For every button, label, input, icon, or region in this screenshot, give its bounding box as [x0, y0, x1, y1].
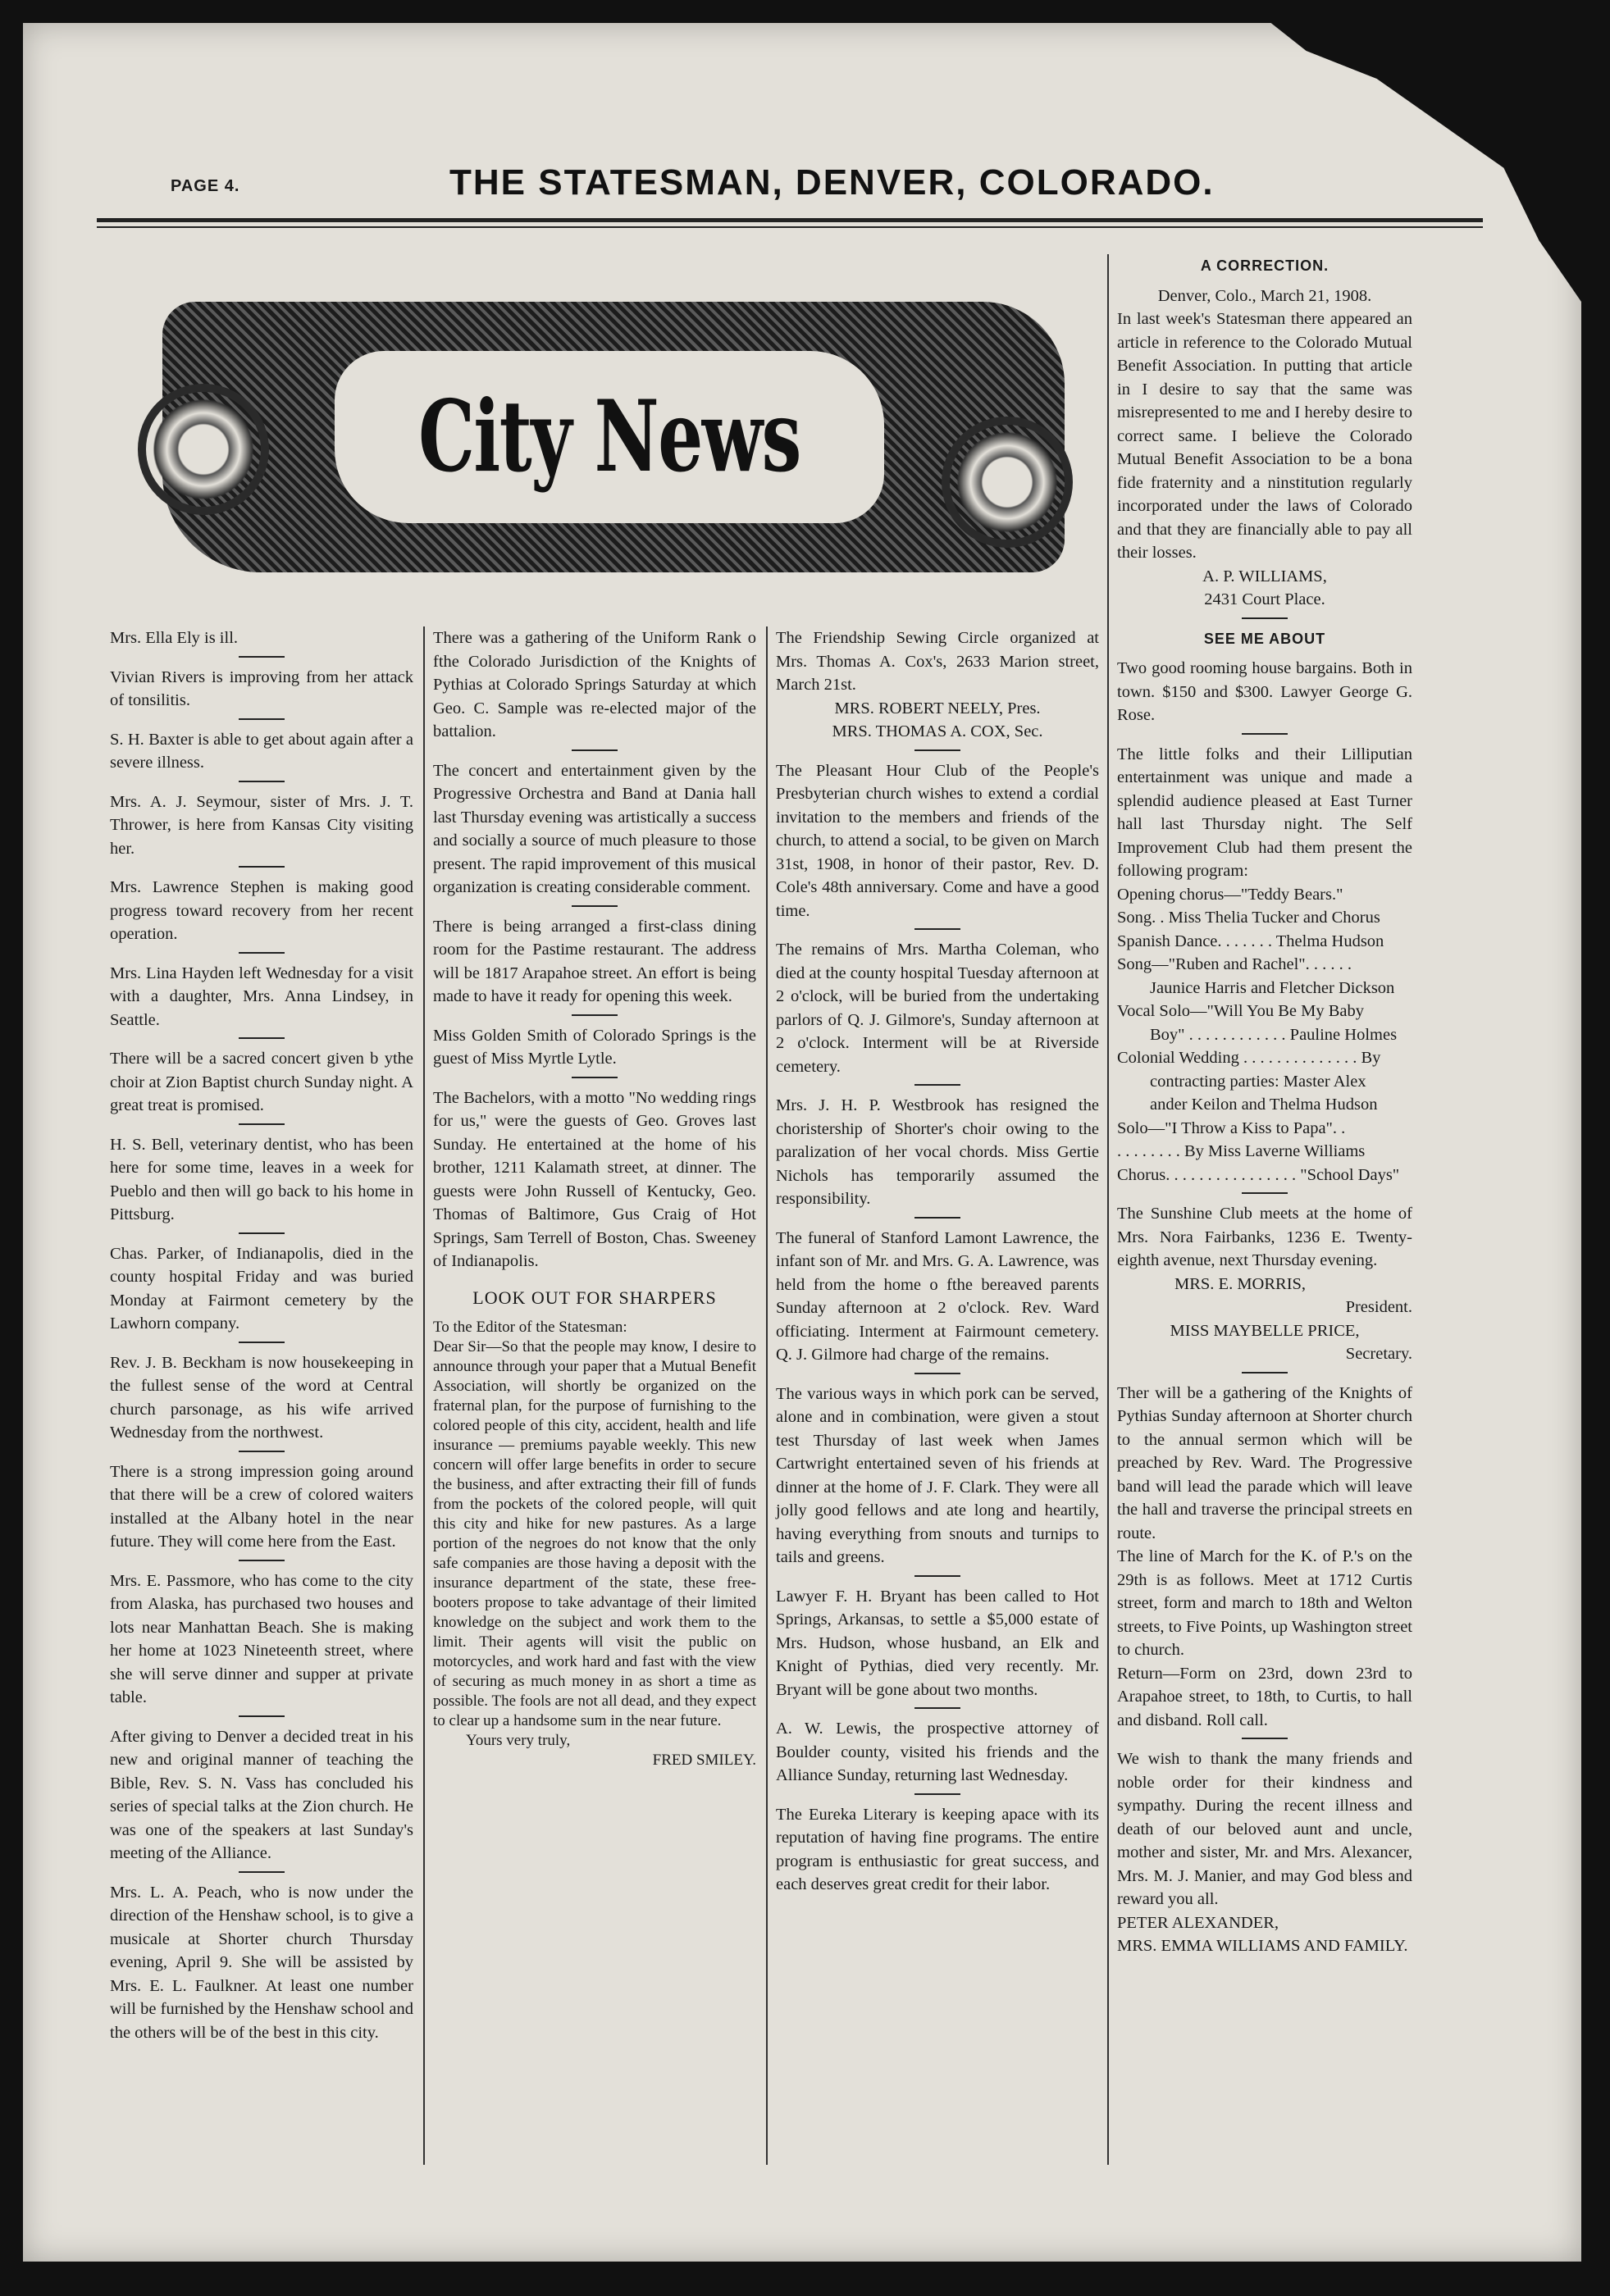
separator	[572, 1014, 618, 1016]
news-item: Return—Form on 23rd, down 23rd to Arapahoe street, to 18th, to Curtis, to hall and disband. Roll call.	[1117, 1664, 1412, 1729]
separator	[239, 1560, 285, 1561]
separator	[239, 781, 285, 782]
program-line: . . . . . . . . By Miss Laverne Williams	[1117, 1142, 1366, 1160]
column-3	[776, 626, 1099, 1897]
separator	[239, 1451, 285, 1452]
letter-body: Dear Sir—So that the people may know, I desire to announce through your paper that a Mutual Benefit Association, will shortly be organized on the fraternal plan, for the purpose of furnishing to the colored people of this city, accident, health and life insurance — premiums payable weekly. This new concern will offer large benefits in order to secure the business, and after extracting their fill of funds from the pockets of the colored people, will quit this city and hike for new pastures. As a large portion of the negroes do not know that the only safe companies are those having a deposit with the insurance department of the state, these free-booters propose to take advantage of their limited knowledge on the subject and work them to the limit. Their agents will visit the public on motorcycles, and work hard and fast with the view of securing as much money in as short a time as possible. The fools are not all dead, and they expect to clear up a handsome sum in the near future.	[433, 1338, 756, 1729]
separator	[1242, 1372, 1288, 1374]
separator	[572, 905, 618, 907]
program-line: Song. . Miss Thelia Tucker and Chorus	[1117, 909, 1380, 927]
correction-body: In last week's Statesman there appeared an article in reference to the Colorado Mutual Benefit Association. In putting that article in I desire to say that the same was misrepresented to me and I hereby desire to correct same. I believe the Colorado Mutual Benefit Association to be a bona fide fraternity and a ninstitution regularly incorporated under the laws of Colorado and that they are financially able to pay all their losses.	[1117, 310, 1412, 562]
news-item: Mrs. Lina Hayden left Wednesday for a visit with a daughter, Mrs. Anna Lindsey, in Seattle.	[110, 963, 413, 1029]
signature-line: MRS. EMMA WILLIAMS AND FAMILY.	[1117, 1937, 1408, 1955]
signature-line: PETER ALEXANDER,	[1117, 1913, 1279, 1932]
news-item: Rev. J. B. Beckham is now housekeeping in the fullest sense of the word at Central church parsonage, as his wife arrived Wednesday from the northwest.	[110, 1353, 413, 1442]
news-item: Chas. Parker, of Indianapolis, died in the county hospital Friday and was buried Monday at Fairmont cemetery by the Lawhorn company.	[110, 1244, 413, 1332]
officer-title: Secretary.	[1345, 1345, 1412, 1363]
news-item: The Friendship Sewing Circle organized at Mrs. Thomas A. Cox's, 2633 Marion street, March 21st.	[776, 629, 1099, 694]
separator	[239, 1342, 285, 1343]
program-line: Spanish Dance. . . . . . . Thelma Hudson	[1117, 932, 1384, 950]
separator	[914, 928, 960, 930]
officer-name: MISS MAYBELLE PRICE,	[1170, 1321, 1360, 1340]
news-item: There will be a sacred concert given b ythe choir at Zion Baptist church Sunday night. A great treat is promised.	[110, 1050, 413, 1114]
separator	[914, 1217, 960, 1219]
correction-heading: A CORRECTION.	[1200, 257, 1330, 274]
news-item: Mrs. A. J. Seymour, sister of Mrs. J. T. Thrower, is here from Kansas City visiting her.	[110, 792, 413, 858]
separator	[1242, 733, 1288, 735]
newspaper-title: THE STATESMAN, DENVER, COLORADO.	[449, 162, 1215, 203]
news-item: The little folks and their Lilliputian entertainment was unique and made a splendid audience pleased at East Turner hall last Thursday night. The Self Improvement Club had them present the following program:	[1117, 745, 1412, 880]
scroll-ornament-left	[138, 384, 269, 515]
program-line: contracting parties: Master Alex	[1150, 1072, 1366, 1091]
separator	[914, 1373, 960, 1374]
news-item: S. H. Baxter is able to get about again after a severe illness.	[110, 730, 413, 772]
news-item: There is a strong impression going around that there will be a crew of colored waiters installed at the Albany hotel in the near future. They will come here from the East.	[110, 1462, 413, 1551]
program-line: Jaunice Harris and Fletcher Dickson	[1150, 978, 1395, 997]
news-item: The funeral of Stanford Lamont Lawrence, the infant son of Mr. and Mrs. G. A. Lawrence, was held from the home o fthe bereaved parents Sunday afternoon at 2 o'clock. Rev. Ward officiating. Interment at Fairmount cemetery. Q. J. Gilmore had charge of the remains.	[776, 1228, 1099, 1364]
program-line: Opening chorus—"Teddy Bears."	[1117, 885, 1343, 904]
separator	[239, 866, 285, 868]
news-item: There is being arranged a first-class dining room for the Pastime restaurant. The address will be 1817 Arapahoe street. An effort is being made to have it ready for opening this week.	[433, 917, 756, 1005]
news-item: The Eureka Literary is keeping apace with its reputation of having fine programs. The entire program is enthusiastic for great success, and each deserves great credit for their labor.	[776, 1805, 1099, 1893]
page-number: PAGE 4.	[171, 177, 240, 195]
separator	[239, 718, 285, 720]
masthead	[138, 162, 1483, 212]
program-line: Boy" . . . . . . . . . . . . Pauline Holmes	[1150, 1025, 1398, 1044]
news-item: The concert and entertainment given by the Progressive Orchestra and Band at Dania hall last Thursday evening was artistically a success and socially a source of much pleasure to those present. The rapid improvement of this musical organization is creating considerable comment.	[433, 761, 756, 896]
news-item: Mrs. J. H. P. Westbrook has resigned the choristership of Shorter's choir owing to the paralization of her vocal chords. Miss Gertie Nichols has temporarily assumed the responsibility.	[776, 1096, 1099, 1208]
officer-line: MRS. ROBERT NEELY, Pres.	[834, 699, 1041, 718]
program-line: Solo—"I Throw a Kiss to Papa". .	[1117, 1118, 1346, 1137]
separator	[239, 1715, 285, 1717]
news-item: Vivian Rivers is improving from her attack of tonsilitis.	[110, 667, 413, 709]
column-rule	[766, 626, 768, 2165]
news-item: A. W. Lewis, the prospective attorney of Boulder county, visited his friends and the Alliance Sunday, returning last Wednesday.	[776, 1720, 1099, 1784]
separator	[239, 1037, 285, 1039]
news-item: Mrs. L. A. Peach, who is now under the direction of the Henshaw school, is to give a musicale at Shorter church Thursday evening, April 9. She will be assisted by Mrs. E. L. Faulkner. At least one number will be furnished by the Henshaw school and the others will be of the best in this city.	[110, 1883, 413, 2042]
separator	[239, 952, 285, 954]
separator	[914, 1084, 960, 1086]
program-line: Colonial Wedding . . . . . . . . . . . . . . By	[1117, 1049, 1381, 1067]
news-item: The line of March for the K. of P.'s on the 29th is as follows. Meet at 1712 Curtis street, form and march to 18th and Welton streets, to Five Points, up Washington street to church.	[1117, 1547, 1412, 1659]
news-item: The Bachelors, with a motto "No wedding rings for us," were the guests of Geo. Groves last Sunday. He entertained at the home of his brother, 1211 Kalamath street, at dinner. The guests were John Russell of Kentucky, Geo. Thomas of Baltimore, Gus Craig of Hot Springs, Sam Terrell of Boston, Chas. Sweeney of Indianapolis.	[433, 1088, 756, 1270]
news-item: Lawyer F. H. Bryant has been called to Hot Springs, Arkansas, to settle a $5,000 estate of Mrs. Hudson, whose husband, an Elk and Knight of Pythias, died very recently. Mr. Bryant will be gone about two months.	[776, 1587, 1099, 1699]
section-title: City News	[418, 379, 800, 494]
news-item: Ther will be a gathering of the Knights of Pythias Sunday afternoon at Shorter church to the annual sermon which will be preached by Rev. Ward. The Progressive band will lead the parade which will leave the hall and traverse the principal streets en route.	[1117, 1383, 1412, 1542]
news-item: The Sunshine Club meets at the home of Mrs. Nora Fairbanks, 1236 E. Twenty-eighth avenue, next Thursday evening.	[1117, 1205, 1412, 1269]
news-item: The various ways in which pork can be served, alone and in combination, were given a stout test Thursday of last week when James Cartwright entertained seven of his friends at dinner at the home of J. F. Clark. They were all jolly good fellows and ate long and heartily, having everything from snouts and turnips to tails and greens.	[776, 1384, 1099, 1566]
masthead-rule-thin	[97, 226, 1483, 228]
advertisement: Two good rooming house bargains. Both in town. $150 and $300. Lawyer George G. Rose.	[1117, 659, 1412, 724]
column-1	[110, 626, 413, 2044]
program-line: Vocal Solo—"Will You Be My Baby	[1117, 1002, 1365, 1020]
news-item: H. S. Bell, veterinary dentist, who has been here for some time, leaves in a week for Pueblo and then will go back to his home in Pittsburg.	[110, 1135, 413, 1223]
separator	[572, 1077, 618, 1078]
program-line: Chorus. . . . . . . . . . . . . . . . "School Days"	[1117, 1165, 1400, 1184]
city-news-banner	[138, 269, 1081, 605]
correction-address: 2431 Court Place.	[1204, 590, 1325, 608]
letter-closing: Yours very truly,	[466, 1732, 571, 1749]
program-line: Song—"Ruben and Rachel". . . . . .	[1117, 955, 1352, 973]
officer-title: President.	[1345, 1298, 1412, 1316]
newspaper-page	[23, 23, 1581, 2262]
news-item: There was a gathering of the Uniform Rank o fthe Colorado Jurisdiction of the Knights of Pythias at Colorado Springs Saturday at which Geo. C. Sample was re-elected major of the battalion.	[433, 629, 756, 740]
news-item: The Pleasant Hour Club of the People's Presbyterian church wishes to extend a cordial invitation to the members and friends of the church, to attend a social, to be given on March 31st, 1908, in honor of their pastor, Rev. D. Cole's 48th anniversary. Come and have a good time.	[776, 761, 1099, 920]
column-rule	[423, 626, 425, 2165]
news-item: After giving to Denver a decided treat in his new and original manner of teaching the Bible, Rev. S. N. Vass has concluded his series of special talks at the Zion church. He was one of the speakers at last Sunday's meeting of the Alliance.	[110, 1727, 413, 1862]
separator	[239, 1123, 285, 1125]
separator	[914, 749, 960, 751]
officer-name: MRS. E. MORRIS,	[1174, 1274, 1307, 1293]
scroll-ornament-right	[942, 417, 1073, 548]
correction-signer: A. P. WILLIAMS,	[1202, 567, 1327, 585]
card-of-thanks: We wish to thank the many friends and noble order for their kindness and sympathy. During the recent illness and death of our beloved aunt and uncle, mother and sister, Mr. and Mrs. Alexancer, Mrs. M. J. Manier, and may God bless and reward you all.	[1117, 1750, 1412, 1908]
masthead-rule	[97, 218, 1483, 222]
letter-salutation: To the Editor of the Statesman:	[433, 1319, 627, 1336]
separator	[914, 1575, 960, 1577]
letter-signature: FRED SMILEY.	[652, 1752, 756, 1769]
news-item: Miss Golden Smith of Colorado Springs is the guest of Miss Myrtle Lytle.	[433, 1026, 756, 1068]
officer-line: MRS. THOMAS A. COX, Sec.	[832, 722, 1043, 740]
separator	[239, 656, 285, 658]
separator	[1242, 1192, 1288, 1194]
separator	[1242, 1738, 1288, 1739]
news-item: Mrs. Ella Ely is ill.	[110, 629, 239, 647]
separator	[914, 1793, 960, 1795]
separator	[914, 1707, 960, 1709]
separator	[1242, 617, 1288, 619]
correction-dateline: Denver, Colo., March 21, 1908.	[1157, 286, 1372, 305]
column-2	[433, 626, 756, 1770]
program-line: ander Keilon and Thelma Hudson	[1150, 1096, 1378, 1114]
news-item: The remains of Mrs. Martha Coleman, who died at the county hospital Tuesday afternoon at 2 o'clock, will be buried from the undertaking parlors of Q. J. Gilmore's, Sunday afternoon at 2 o'clock. Interment will be at Riverside cemetery.	[776, 941, 1099, 1076]
column-4	[1117, 254, 1412, 1958]
separator	[572, 749, 618, 751]
see-me-heading: SEE ME ABOUT	[1203, 630, 1326, 647]
news-item: Mrs. Lawrence Stephen is making good progress toward recovery from her recent operation.	[110, 878, 413, 943]
news-item: Mrs. E. Passmore, who has come to the city from Alaska, has purchased two houses and lots near Manhattan Beach. She is making her home at 1023 Nineteenth street, where she will serve dinner and supper at private table.	[110, 1571, 413, 1706]
separator	[239, 1232, 285, 1234]
separator	[239, 1871, 285, 1873]
letter-heading: LOOK OUT FOR SHARPERS	[472, 1287, 717, 1308]
column-rule	[1107, 254, 1109, 2165]
